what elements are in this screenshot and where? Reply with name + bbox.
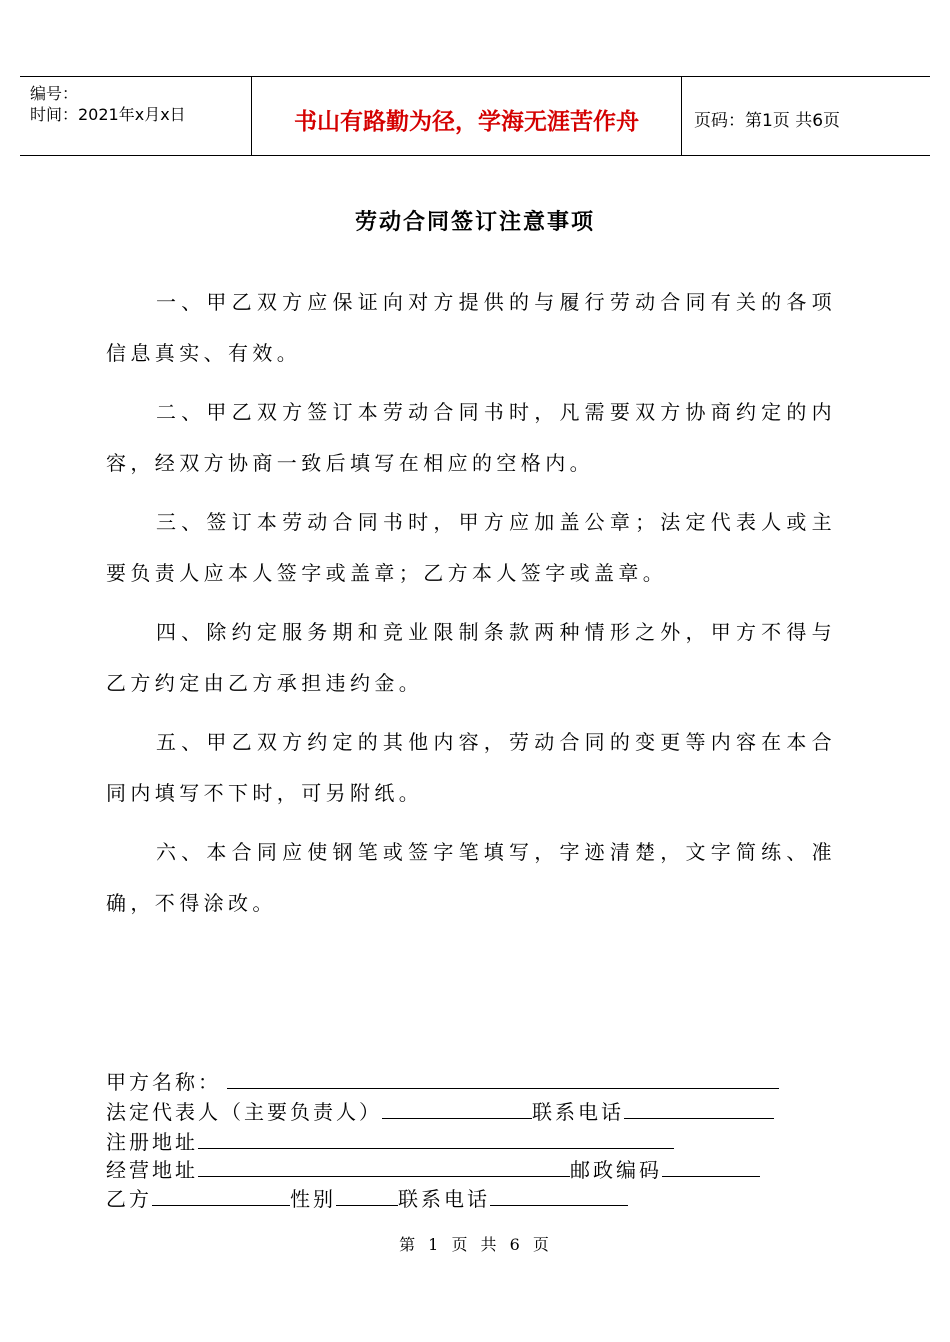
paragraph-5: 五、甲乙双方约定的其他内容，劳动合同的变更等内容在本合同内填写不下时，可另附纸。	[106, 730, 836, 805]
contact-phone-label: 联系电话	[532, 1100, 624, 1124]
party-b-label: 乙方	[106, 1187, 152, 1211]
postal-code-blank[interactable]	[662, 1156, 760, 1177]
number-label: 编号：	[30, 84, 79, 103]
legal-rep-blank[interactable]	[382, 1098, 532, 1119]
page-header	[20, 76, 930, 156]
business-address-blank[interactable]	[198, 1156, 570, 1177]
reg-address-blank[interactable]	[198, 1128, 674, 1149]
gender-label: 性别	[290, 1187, 336, 1211]
contact-phone-blank[interactable]	[624, 1098, 774, 1119]
sig-line-legal-rep	[106, 1096, 774, 1125]
document-title: 劳动合同签订注意事项	[354, 209, 595, 235]
contact-phone-b-label: 联系电话	[398, 1187, 490, 1211]
party-b-blank[interactable]	[152, 1185, 290, 1206]
page-footer: 第 1 页 共 6 页	[399, 1235, 551, 1254]
legal-rep-label: 法定代表人（主要负责人）	[106, 1100, 382, 1124]
sig-line-party-b	[106, 1183, 628, 1212]
sig-line-party-a	[106, 1066, 779, 1095]
paragraph-6: 六、本合同应使钢笔或签字笔填写，字迹清楚，文字简练、准确，不得涂改。	[106, 840, 836, 915]
postal-code-label: 邮政编码	[570, 1158, 662, 1182]
gender-blank[interactable]	[336, 1185, 398, 1206]
party-a-name-label: 甲方名称：	[106, 1070, 221, 1094]
contact-phone-b-blank[interactable]	[490, 1185, 628, 1206]
header-meta	[20, 77, 252, 155]
business-address-label: 经营地址	[106, 1158, 198, 1182]
sig-line-business-address	[106, 1154, 760, 1183]
reg-address-label: 注册地址	[106, 1130, 198, 1154]
sig-line-reg-address	[106, 1126, 674, 1155]
paragraph-4: 四、除约定服务期和竞业限制条款两种情形之外，甲方不得与乙方约定由乙方承担违约金。	[106, 620, 836, 695]
paragraph-1: 一、甲乙双方应保证向对方提供的与履行劳动合同有关的各项信息真实、有效。	[106, 290, 836, 365]
time-label: 时间：2021年x月x日	[30, 105, 186, 124]
paragraph-3: 三、签订本劳动合同书时，甲方应加盖公章；法定代表人或主要负责人应本人签字或盖章；乙方本人签字或盖章。	[106, 510, 836, 585]
header-motto: 书山有路勤为径，学海无涯苦作舟	[252, 77, 682, 155]
party-a-name-blank[interactable]	[227, 1068, 779, 1089]
paragraph-2: 二、甲乙双方签订本劳动合同书时，凡需要双方协商约定的内容，经双方协商一致后填写在相应的空格内。	[106, 400, 836, 475]
header-page-label: 页码：第1页 共6页	[694, 110, 841, 131]
